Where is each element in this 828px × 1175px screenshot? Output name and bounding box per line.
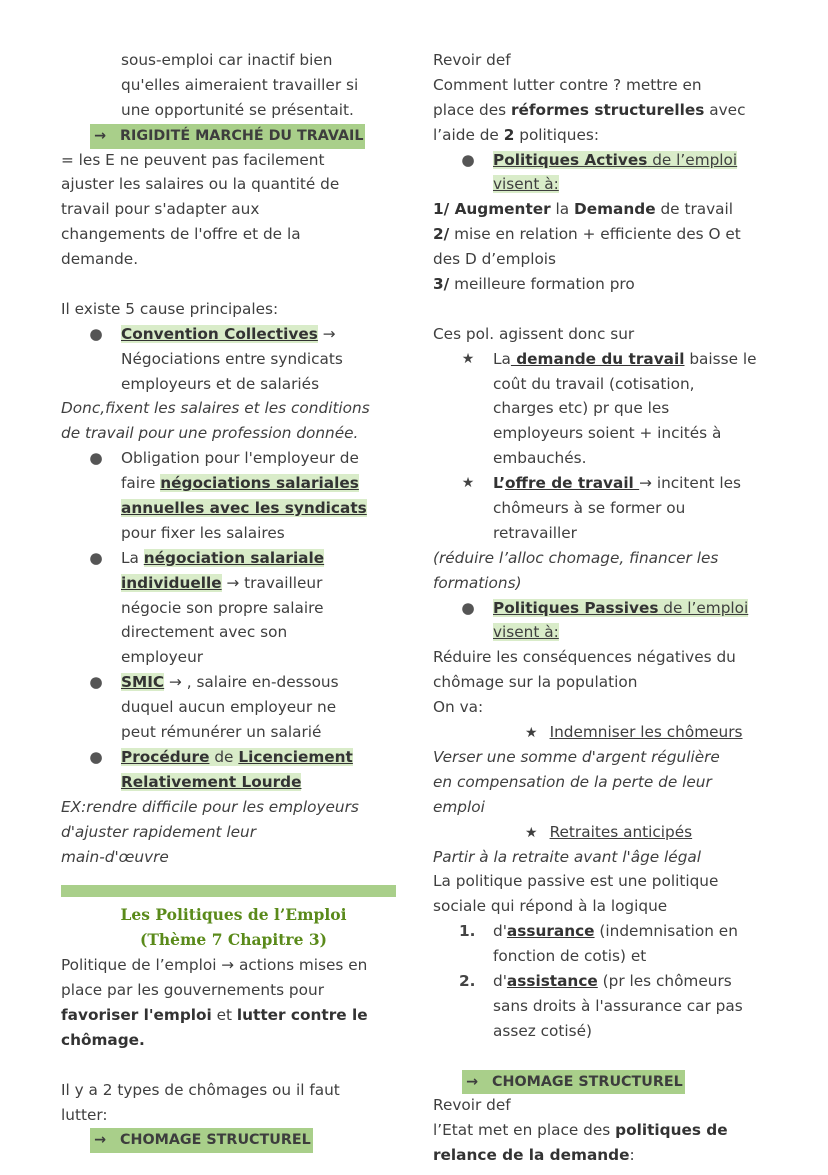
- text-line: peut rémunérer un salarié: [121, 723, 322, 742]
- text: La: [121, 548, 144, 567]
- text: d': [493, 971, 507, 990]
- arrow-icon: →: [466, 1073, 478, 1090]
- text-line: Revoir def: [433, 1096, 511, 1115]
- heading-label: RIGIDITÉ MARCHÉ DU TRAVAIL: [120, 127, 364, 144]
- text-line: directement avec son: [121, 623, 288, 642]
- text-line: emploi: [433, 797, 485, 816]
- text-line: [433, 1143, 793, 1168]
- text-line: chômage.: [61, 1030, 145, 1049]
- text-line: assez cotisé): [493, 1021, 592, 1040]
- arrow-icon: →: [94, 1132, 106, 1149]
- text: (pr les chômeurs: [597, 971, 732, 990]
- bullet-icon: ●: [461, 598, 475, 617]
- text: l’Etat met en place des: [433, 1121, 616, 1140]
- star-icon: ★: [461, 350, 475, 367]
- heading-label: CHOMAGE STRUCTUREL: [120, 1132, 311, 1149]
- text-line: sociale qui répond à la logique: [433, 897, 668, 916]
- text-line: Verser une somme d'argent régulière: [433, 747, 720, 766]
- text-line: On va:: [433, 698, 484, 717]
- text-line: [61, 471, 406, 496]
- list-item: [61, 546, 406, 571]
- text: (indemnisation en: [594, 922, 738, 941]
- list-item: [61, 670, 406, 695]
- bold-text: lutter contre le: [236, 1005, 368, 1024]
- term: Indemniser les chômeurs: [549, 723, 743, 742]
- text-line: embauchés.: [493, 449, 587, 468]
- text: l’aide de: [433, 125, 504, 144]
- left-column: [61, 48, 406, 1152]
- list-item: [433, 148, 793, 173]
- text-line: retravailler: [493, 523, 577, 542]
- bullet-icon: ●: [89, 324, 103, 343]
- term: assurance: [506, 922, 595, 941]
- text: d': [493, 922, 507, 941]
- section-divider: [61, 885, 396, 897]
- text-line: place par les gouvernements pour: [61, 981, 324, 1000]
- term: Convention Collectives: [121, 324, 318, 343]
- heading-chomage: [61, 1127, 406, 1152]
- text: de l’emploi: [647, 150, 738, 169]
- text-line: Revoir def: [433, 51, 511, 69]
- heading-chomage-right: [433, 1069, 793, 1094]
- text-line: pour fixer les salaires: [121, 523, 285, 542]
- bold-text: 1/: [433, 200, 455, 219]
- bold-text: favoriser l'emploi: [61, 1005, 212, 1024]
- bold-text: Demande: [574, 200, 656, 219]
- term: négociations salariales: [160, 474, 359, 493]
- text-line: Politique de l’emploi → actions mises en: [61, 956, 368, 975]
- term: individuelle: [121, 573, 222, 592]
- text-line: des D d’emplois: [433, 250, 557, 269]
- text-line: [61, 770, 406, 795]
- text: → travailleur: [221, 573, 323, 592]
- text: La: [493, 349, 511, 368]
- text-line: [433, 1118, 793, 1143]
- right-column: [433, 48, 793, 1168]
- text-line: de travail pour une profession donnée.: [61, 424, 359, 443]
- text-line: [433, 272, 793, 297]
- bullet-icon: ●: [89, 548, 103, 567]
- text-line: duquel aucun employeur ne: [121, 698, 337, 717]
- text: avec: [704, 100, 746, 119]
- bold-text: Augmenter: [454, 200, 551, 219]
- text-line: qu'elles aimeraient travailler si: [121, 75, 359, 94]
- text-line: sans droits à l'assurance car pas: [493, 996, 743, 1015]
- text: de: [209, 747, 239, 766]
- section-title: Les Politiques de l’Emploi: [120, 905, 347, 925]
- star-icon: ★: [461, 475, 475, 492]
- list-item: [433, 919, 793, 944]
- text-line: employeur: [121, 648, 204, 667]
- text-line: ajuster les salaires ou la quantité de: [61, 175, 340, 194]
- term: Relativement Lourde: [121, 772, 302, 791]
- bold-text: 3/: [433, 275, 450, 294]
- text-line: négocie son propre salaire: [121, 598, 324, 617]
- text-line: fonction de cotis) et: [493, 947, 647, 966]
- list-item: [61, 446, 406, 471]
- section-subtitle: (Thème 7 Chapitre 3): [140, 930, 327, 950]
- text-line: Donc,fixent les salaires et les conditions: [61, 399, 370, 418]
- term: visent à:: [493, 623, 559, 642]
- text-line: d'ajuster rapidement leur: [61, 822, 257, 841]
- text-line: main-d'œuvre: [61, 847, 169, 866]
- section-heading-highlight: [462, 1070, 685, 1095]
- text-line: EX:rendre difficile pour les employeurs: [61, 797, 359, 816]
- arrow-icon: →: [94, 127, 106, 144]
- list-item: [433, 471, 793, 496]
- term: annuelles avec les syndicats: [121, 499, 367, 518]
- text-line: [433, 123, 793, 148]
- text: de l’emploi: [658, 598, 749, 617]
- text-line: demande.: [61, 250, 139, 269]
- text-line: Ces pol. agissent donc sur: [433, 324, 635, 343]
- text-line: = les E ne peuvent pas facilement: [61, 150, 325, 169]
- text-line: en compensation de la perte de leur: [433, 772, 712, 791]
- star-icon: ★: [525, 824, 538, 841]
- term: Licenciement: [238, 747, 353, 766]
- text-line: coût du travail (cotisation,: [493, 374, 695, 393]
- text-line: [61, 1003, 406, 1028]
- list-item: [61, 745, 406, 770]
- text-line: chômage sur la population: [433, 673, 638, 692]
- heading-rigidite: [61, 123, 406, 148]
- list-item: [61, 322, 406, 347]
- text: baisse le: [684, 349, 757, 368]
- bold-text: 2/: [433, 225, 450, 244]
- text-line: [433, 172, 793, 197]
- text-line: employeurs soient + incités à: [493, 424, 722, 443]
- text: politiques:: [514, 125, 599, 144]
- text: la: [550, 200, 575, 219]
- bullet-icon: ●: [461, 150, 475, 169]
- text: → , salaire en-dessous: [164, 673, 339, 692]
- term: offre de travail: [505, 474, 640, 493]
- text: faire: [121, 474, 161, 493]
- bold-text: 2: [503, 125, 515, 144]
- text-line: (réduire l’alloc chomage, financer les: [433, 548, 719, 567]
- text-line: Il existe 5 cause principales:: [61, 299, 279, 318]
- text: place des: [433, 100, 511, 119]
- text: →: [317, 324, 336, 343]
- text-line: Négociations entre syndicats: [121, 349, 343, 368]
- list-item: [433, 596, 793, 621]
- bold-text: réformes structurelles: [510, 100, 705, 119]
- term: négociation salariale: [143, 548, 325, 567]
- bold-text: L’: [493, 474, 506, 493]
- text-line: formations): [433, 573, 522, 592]
- bullet-icon: ●: [89, 747, 103, 766]
- section-heading-highlight: [90, 124, 365, 149]
- bold-text: relance de la demande: [433, 1146, 630, 1165]
- text-line: [61, 496, 406, 521]
- term: demande du travail: [510, 349, 685, 368]
- text-line: Partir à la retraite avant l'âge légal: [433, 847, 702, 866]
- bullet-icon: ●: [89, 673, 103, 692]
- text-line: [433, 222, 793, 247]
- text-line: lutter:: [61, 1105, 108, 1124]
- term: Procédure: [121, 747, 210, 766]
- text: et: [211, 1005, 237, 1024]
- text-line: travail pour s'adapter aux: [61, 200, 260, 219]
- bold-text: politiques de: [615, 1121, 728, 1140]
- term: assistance: [506, 971, 598, 990]
- list-number: 1.: [459, 922, 476, 941]
- bullet-icon: ●: [89, 449, 103, 468]
- section-heading-highlight: [90, 1128, 313, 1153]
- term: Politiques Actives: [493, 150, 648, 169]
- text-line: La politique passive est une politique: [433, 872, 719, 891]
- text: :: [629, 1146, 635, 1165]
- text-line: Il y a 2 types de chômages ou il faut: [61, 1080, 340, 1099]
- text-line: une opportunité se présentait.: [121, 100, 354, 119]
- text-line: [433, 197, 793, 222]
- text: meilleure formation pro: [449, 275, 635, 294]
- term: Politiques Passives: [493, 598, 659, 617]
- text-line: changements de l'offre et de la: [61, 225, 301, 244]
- list-item: [433, 720, 793, 745]
- term: visent à:: [493, 175, 559, 194]
- text-line: [433, 620, 793, 645]
- text-line: Comment lutter contre ? mettre en: [433, 75, 702, 94]
- list-number: 2.: [459, 971, 476, 990]
- text-line: charges etc) pr que les: [493, 399, 670, 418]
- list-item: [433, 820, 793, 845]
- text: → incitent les: [639, 474, 742, 493]
- term: Retraites anticipés: [549, 822, 693, 841]
- text-line: chômeurs à se former ou: [493, 499, 686, 518]
- list-item: [433, 969, 793, 994]
- text-line: sous-emploi car inactif bien: [121, 51, 333, 69]
- text: mise en relation + efficiente des O et: [449, 225, 741, 244]
- heading-label: CHOMAGE STRUCTUREL: [492, 1073, 683, 1090]
- text: de travail: [655, 200, 734, 219]
- list-item: [433, 347, 793, 372]
- text: Obligation pour l'employeur de: [121, 449, 359, 468]
- star-icon: ★: [525, 725, 538, 742]
- text-line: [433, 98, 793, 123]
- text-line: Réduire les conséquences négatives du: [433, 648, 736, 667]
- term: SMIC: [121, 673, 165, 692]
- text-line: employeurs et de salariés: [121, 374, 320, 393]
- text-line: [61, 571, 406, 596]
